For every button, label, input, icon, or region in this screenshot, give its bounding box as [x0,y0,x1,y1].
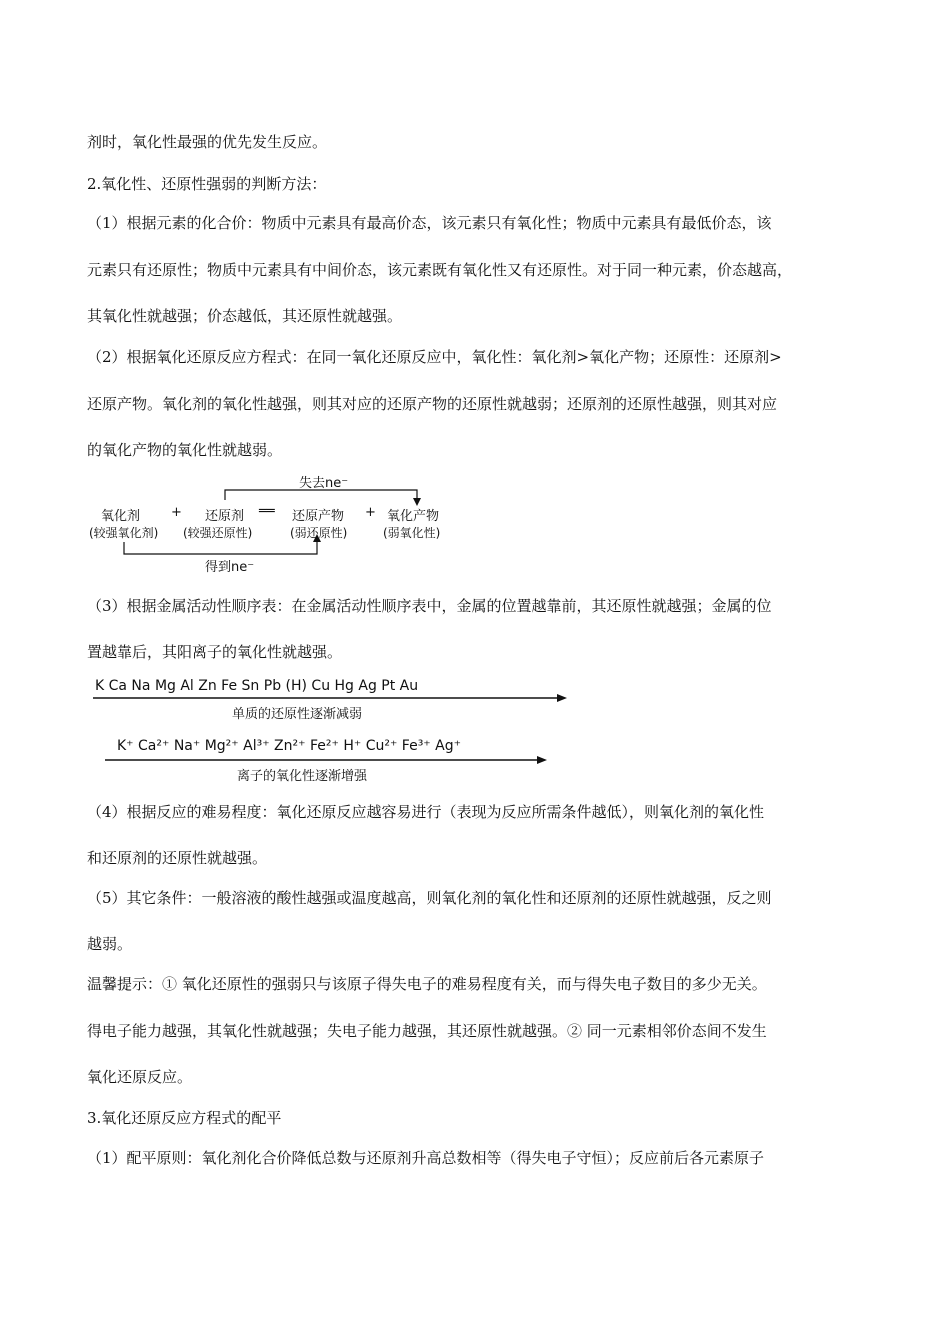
reductant-note: (较强还原性) [183,526,253,540]
oxidation-product-label: 氧化产物 [387,509,440,524]
tip-line: 氧化还原反应。 [87,1068,193,1086]
section-heading: 3.氧化还原反应方程式的配平 [87,1109,282,1127]
text-line: （3）根据金属活动性顺序表：在金属活动性顺序表中，金属的位置越靠前，其还原性就越强；金属的位 [87,597,772,615]
text-line: 置越靠后，其阳离子的氧化性就越强。 [87,643,343,661]
text-line: （2）根据氧化还原反应方程式：在同一氧化还原反应中，氧化性：氧化剂>氧化产物；还原性：还原剂> [87,348,782,366]
redox-diagram [87,470,467,580]
lose-electron-label: 失去ne⁻ [299,476,349,491]
text-line: 和还原剂的还原性就越强。 [87,849,268,867]
oxidation-product-note: (弱氧化性) [383,526,441,540]
text-line: （1）配平原则：氧化剂化合价降低总数与还原剂升高总数相等（得失电子守恒）；反应前后各元素原子 [87,1149,765,1167]
text-line: 元素只有还原性；物质中元素具有中间价态，该元素既有氧化性又有还原性。对于同一种元素，价态越高， [87,261,793,279]
plus-sign: + [365,505,376,520]
metal-sequence: K Ca Na Mg Al Zn Fe Sn Pb (H) Cu Hg Ag Pt Au [95,678,419,694]
text-line: 还原产物。氧化剂的氧化性越强，则其对应的还原产物的还原性就越弱；还原剂的还原性越强，则其对应 [87,395,778,413]
oxidant-note: (较强氧化剂) [89,526,159,540]
text-line: （5）其它条件：一般溶液的酸性越强或温度越高，则氧化剂的氧化性和还原剂的还原性就越强，反之则 [87,889,772,907]
plus-sign: + [171,505,182,520]
text-line: （1）根据元素的化合价：物质中元素具有最高价态，该元素只有氧化性；物质中元素具有最低价态，该 [87,214,772,232]
text-line: （4）根据反应的难易程度：氧化还原反应越容易进行（表现为反应所需条件越低），则氧化剂的氧化性 [87,803,765,821]
text-line: 其氧化性就越强；价态越低，其还原性就越强。 [87,307,403,325]
text-line: 剂时，氧化性最强的优先发生反应。 [87,133,328,151]
section-heading: 2.氧化性、还原性强弱的判断方法： [87,175,327,193]
ion-sequence: K⁺ Ca²⁺ Na⁺ Mg²⁺ Al³⁺ Zn²⁺ Fe²⁺ H⁺ Cu²⁺ Fe³⁺ Ag⁺ [117,738,461,754]
reduction-product-note: (弱还原性) [290,526,348,540]
activity-series-figure [87,676,577,786]
equals-sign: ══ [259,504,275,519]
reduction-product-label: 还原产物 [292,509,345,524]
ion-caption: 离子的氧化性逐渐增强 [237,769,368,784]
metal-caption: 单质的还原性逐渐减弱 [232,707,363,722]
tip-line: 温馨提示：① 氧化还原性的强弱只与该原子得失电子的难易程度有关，而与得失电子数目的多少无关。 [87,975,767,993]
gain-electron-label: 得到ne⁻ [205,560,255,575]
oxidant-label: 氧化剂 [101,509,141,524]
tip-line: 得电子能力越强，其氧化性就越强；失电子能力越强，其还原性就越强。② 同一元素相邻价态间不发生 [87,1022,767,1040]
text-line: 越弱。 [87,935,133,953]
text-line: 的氧化产物的氧化性就越弱。 [87,441,283,459]
reductant-label: 还原剂 [205,509,245,524]
